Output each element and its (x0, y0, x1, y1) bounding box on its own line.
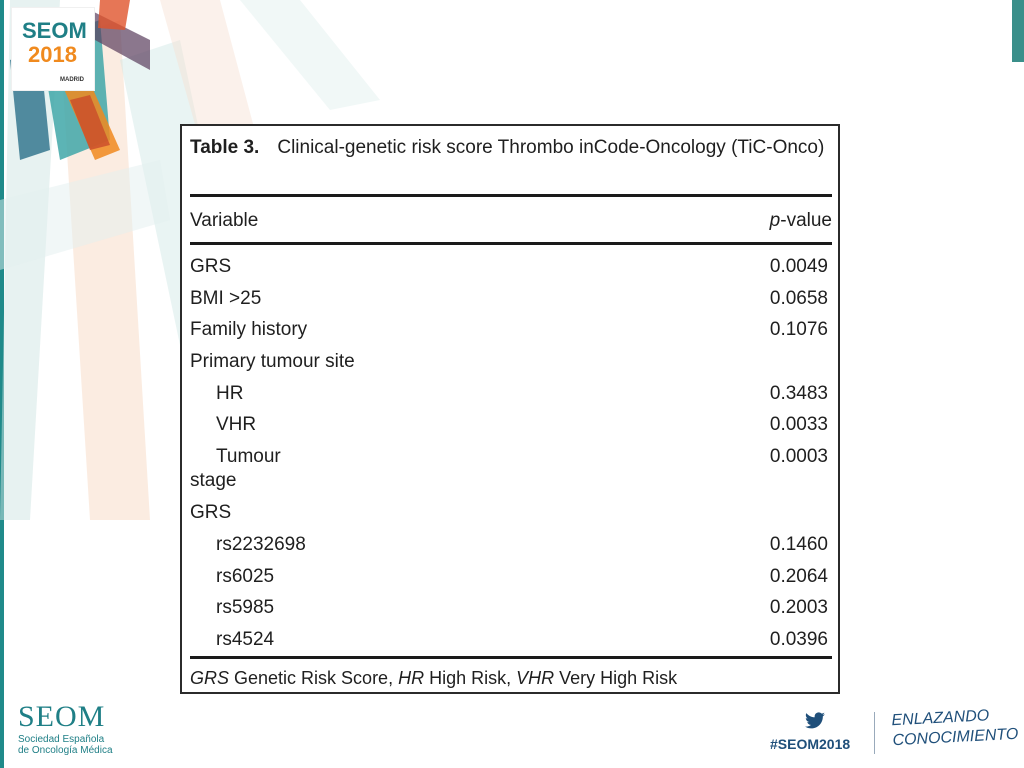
row-variable: rs2232698 (216, 534, 306, 555)
table-row (190, 288, 832, 320)
row-p-value: 0.2003 (769, 597, 828, 618)
row-p-value: 0.3483 (769, 383, 828, 404)
row-variable: Family history (190, 319, 308, 340)
row-variable-continuation: stage (190, 470, 237, 491)
row-variable: Primary tumour site (190, 351, 355, 372)
table-row (190, 256, 832, 288)
row-p-value: 0.0658 (769, 288, 828, 309)
column-header-p-value: p-value (769, 210, 832, 231)
row-variable: GRS (190, 256, 232, 277)
table-row (190, 319, 832, 351)
footer-seom-sub2: de Oncología Médica (18, 745, 113, 756)
table-row (190, 414, 832, 446)
seom-2018-logo (12, 8, 94, 90)
row-p-value: 0.0033 (769, 414, 828, 435)
footer-seom-sub1: Sociedad Española (18, 734, 105, 745)
table-title: Clinical-genetic risk score Thrombo inCode-Oncology (TiC-Onco) (277, 137, 825, 158)
logo-text-seom: SEOM (22, 18, 87, 43)
twitter-bird-icon (804, 712, 826, 730)
row-variable: BMI >25 (190, 288, 262, 309)
footer-seom-name: SEOM (18, 700, 106, 733)
slogan (891, 705, 1019, 752)
row-p-value: 0.2064 (769, 566, 828, 587)
slogan-line2: CONOCIMIENTO (892, 725, 1019, 750)
row-p-value: 0.0396 (769, 629, 828, 650)
row-variable: rs4524 (216, 629, 275, 650)
table-row (190, 383, 832, 415)
row-p-value: 0.0003 (769, 446, 828, 467)
row-variable: VHR (216, 414, 257, 435)
table-row (190, 566, 832, 598)
column-header-variable: Variable (190, 210, 259, 231)
logo-text-city: MADRID (60, 77, 84, 83)
table-row (190, 351, 832, 383)
row-variable: Tumour (216, 446, 281, 467)
table-caption (190, 134, 830, 161)
slogan-line1: ENLAZANDO (891, 707, 990, 730)
footer-divider (874, 712, 875, 754)
table-row (190, 502, 832, 534)
risk-score-table (180, 124, 840, 694)
row-variable: HR (216, 383, 244, 404)
table-row (190, 534, 832, 566)
row-variable: GRS (190, 502, 232, 523)
table-top-rule (190, 194, 832, 197)
row-p-value: 0.0049 (769, 256, 828, 277)
row-p-value: 0.1076 (769, 319, 828, 340)
table-bottom-rule (190, 656, 832, 659)
table-header (190, 210, 832, 232)
row-variable: rs6025 (216, 566, 275, 587)
right-accent-bar (1012, 0, 1024, 62)
logo-text-year: 2018 (28, 42, 77, 67)
row-p-value: 0.1460 (769, 534, 828, 555)
event-hashtag: #SEOM2018 (770, 736, 851, 752)
table-row (190, 597, 832, 629)
seom-footer-logo (18, 700, 113, 756)
table-label: Table 3. (190, 137, 260, 158)
table-row (190, 446, 832, 502)
row-variable: rs5985 (216, 597, 275, 618)
table-footnote: GRS Genetic Risk Score, HR High Risk, VHR Very High Risk (190, 668, 678, 688)
table-header-rule (190, 242, 832, 245)
